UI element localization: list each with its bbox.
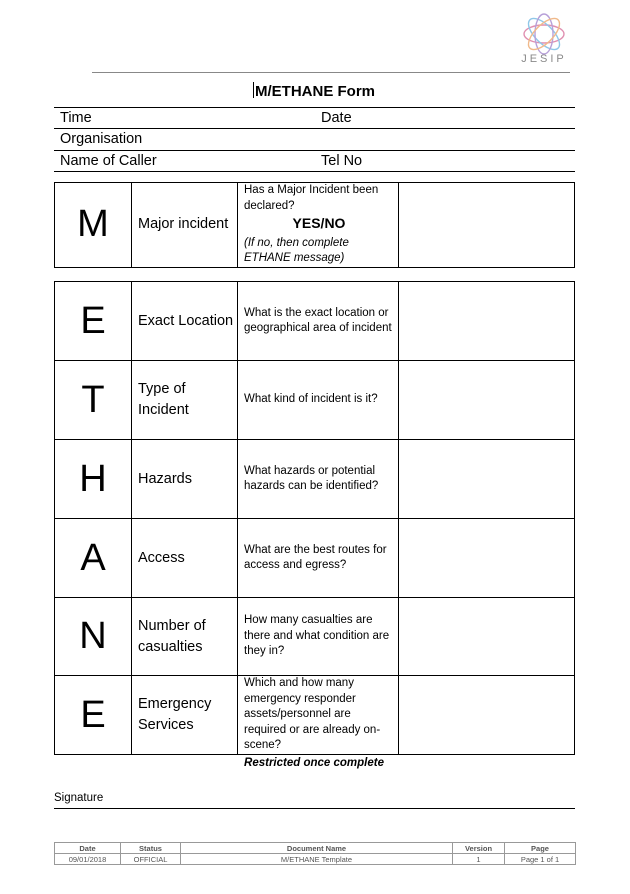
footer-date: 09/01/2018 [55,854,121,865]
major-incident-answer-field[interactable] [399,183,575,268]
emergency-services-answer-field[interactable] [399,676,575,755]
major-incident-row [55,183,575,268]
letter-n: N [55,598,132,676]
form-title-container [54,82,574,100]
ethane-row-exact-location [55,282,575,361]
footer-value-row [55,854,576,865]
hazards-answer-field[interactable] [399,440,575,519]
footer-header-status: Status [121,843,181,854]
hazards-category: Hazards [132,440,238,519]
yes-no-options[interactable]: YES/NO [292,215,346,231]
tel-no-label[interactable]: Tel No [321,153,363,169]
footer-header-date: Date [55,843,121,854]
restricted-note: Restricted once complete [244,757,384,769]
number-of-casualties-category: Number of casualties [132,598,238,676]
emergency-services-question: Which and how many emergency responder assets/personnel are required or are already on-scene? [238,676,399,755]
organisation-label[interactable]: Organisation [60,131,143,147]
name-of-caller-label[interactable]: Name of Caller [60,153,157,169]
signature-line[interactable] [54,808,575,809]
title-rule [54,107,575,108]
header-divider [92,72,570,73]
logo-text: JESIP [521,53,567,65]
number-of-casualties-question: How many casualties are there and what condition are they in? [238,598,399,676]
organisation-row-rule [54,150,575,151]
number-of-casualties-answer-field[interactable] [399,598,575,676]
text-cursor [253,82,254,98]
signature-label: Signature [54,792,104,804]
letter-e-emergency: E [55,676,132,755]
footer-header-row [55,843,576,854]
footer-page: Page 1 of 1 [505,854,576,865]
date-label[interactable]: Date [321,110,352,126]
exact-location-question: What is the exact location or geographical area of incident [238,282,399,361]
jesip-logo-icon [520,10,568,58]
footer-status: OFFICIAL [121,854,181,865]
letter-t: T [55,361,132,440]
ethane-row-hazards [55,440,575,519]
letter-a: A [55,519,132,598]
letter-e: E [55,282,132,361]
access-answer-field[interactable] [399,519,575,598]
ethane-row-access [55,519,575,598]
footer-version: 1 [453,854,505,865]
caller-row-rule [54,171,575,172]
ethane-row-type-of-incident [55,361,575,440]
footer-document-name: M/ETHANE Template [181,854,453,865]
ethane-table [54,281,575,755]
major-incident-question: Has a Major Incident been declared? [244,184,379,212]
footer-header-version: Version [453,843,505,854]
form-title: M/ETHANE Form [255,83,375,100]
major-incident-table [54,182,575,268]
type-of-incident-question: What kind of incident is it? [238,361,399,440]
access-category: Access [132,519,238,598]
ethane-row-emergency-services [55,676,575,755]
access-question: What are the best routes for access and egress? [238,519,399,598]
time-row-rule [54,128,575,129]
major-incident-question-cell [238,183,399,268]
letter-m: M [55,183,132,268]
major-incident-note: (If no, then complete ETHANE message) [244,236,349,264]
document-footer-table [54,842,576,865]
exact-location-answer-field[interactable] [399,282,575,361]
footer-header-document-name: Document Name [181,843,453,854]
letter-h: H [55,440,132,519]
emergency-services-category: Emergency Services [132,676,238,755]
major-incident-category: Major incident [132,183,238,268]
footer-header-page: Page [505,843,576,854]
time-label[interactable]: Time [60,110,92,126]
hazards-question: What hazards or potential hazards can be identified? [238,440,399,519]
ethane-row-number-of-casualties [55,598,575,676]
exact-location-category: Exact Location [132,282,238,361]
type-of-incident-category: Type of Incident [132,361,238,440]
type-of-incident-answer-field[interactable] [399,361,575,440]
